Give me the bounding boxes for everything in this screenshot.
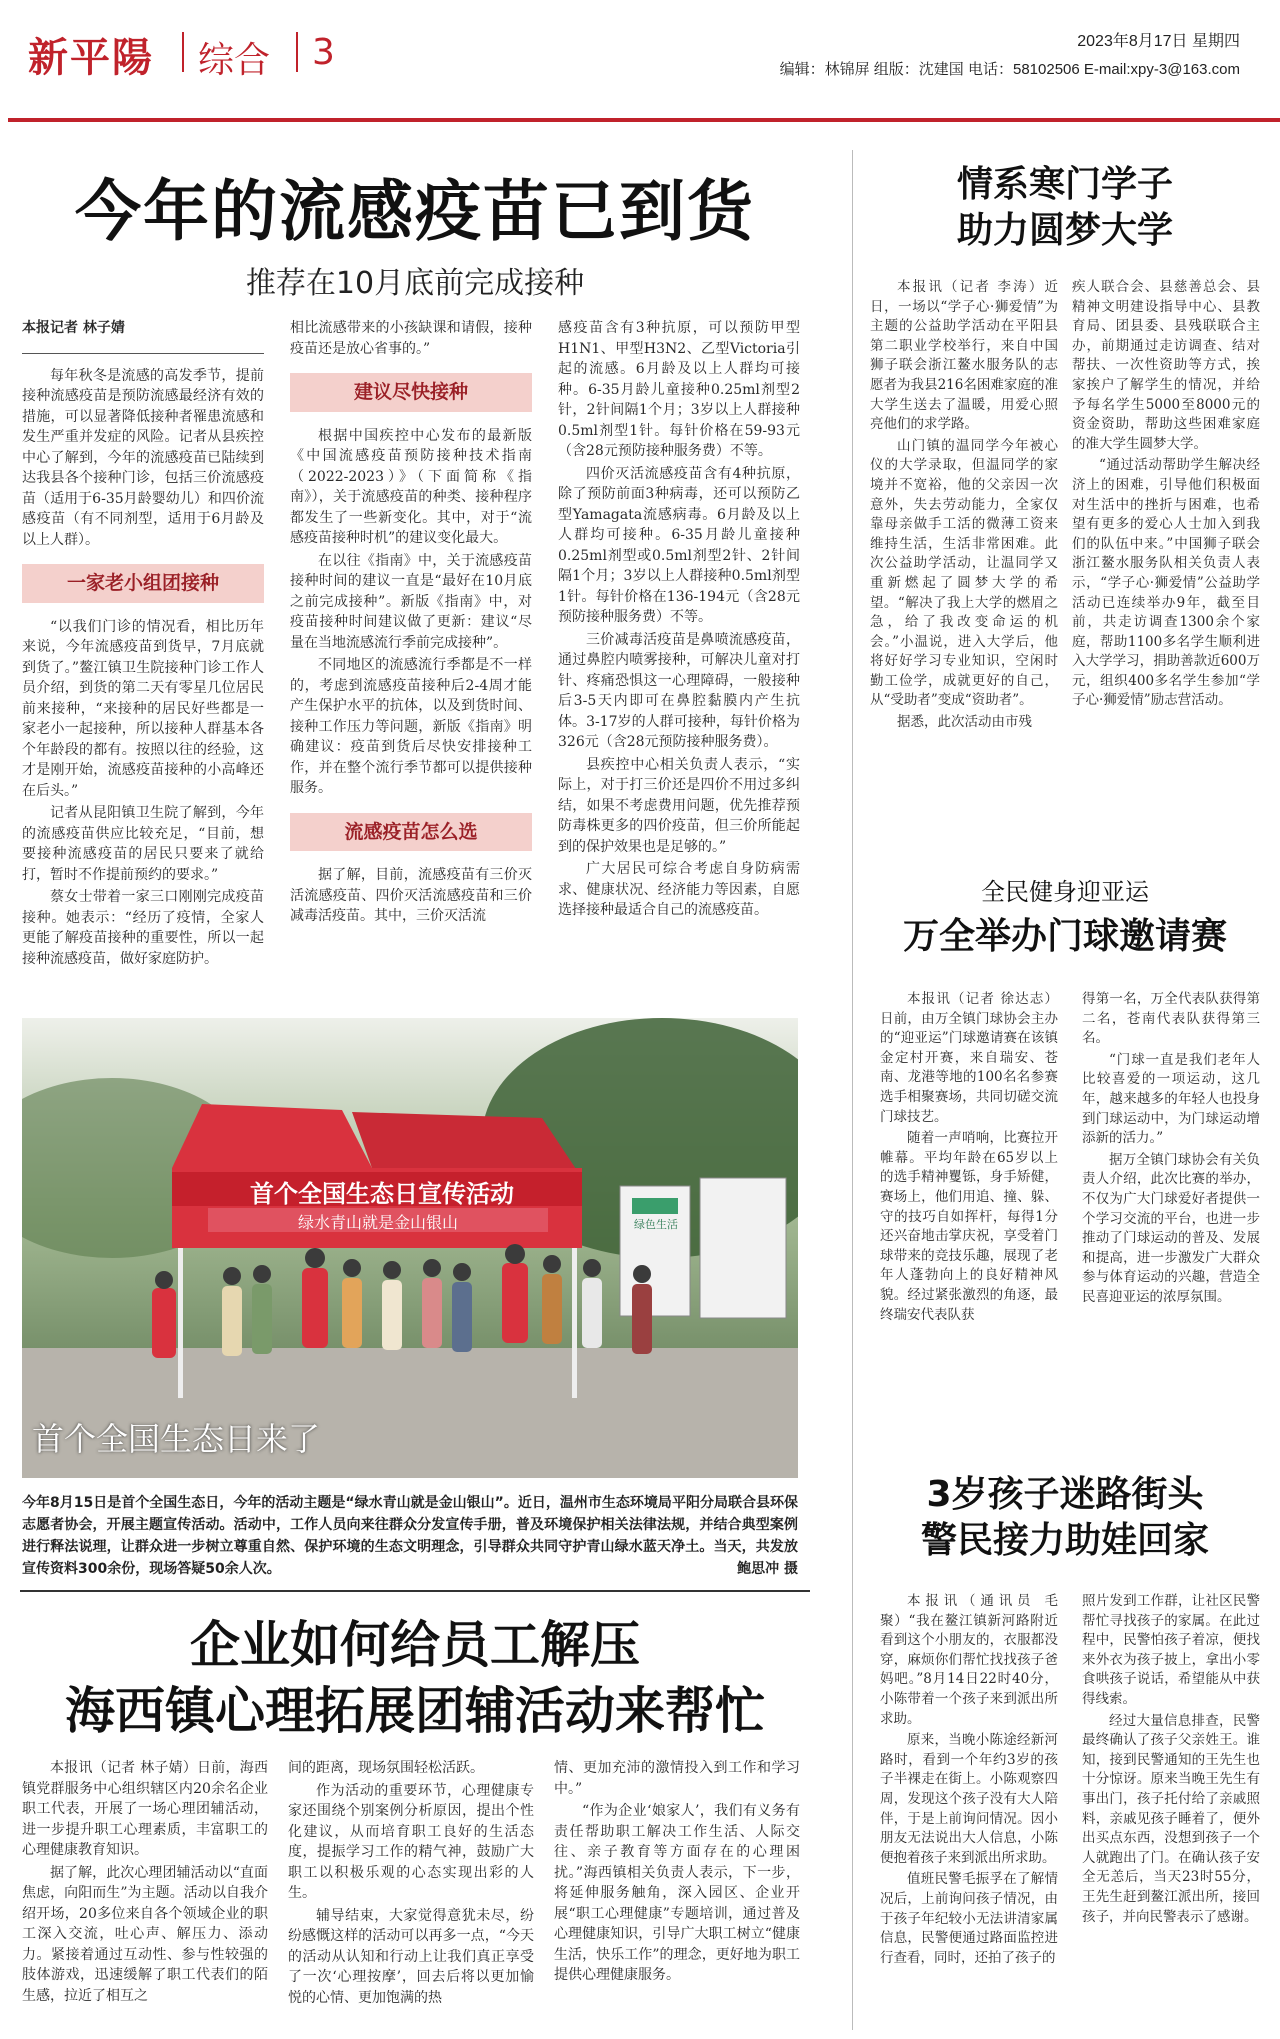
paragraph: 山门镇的温同学今年被心仪的大学录取，但温同学的家境并不宽裕，他的父亲因一次意外，失去劳动能力，全家仅靠母亲做手工活的微薄工资来维持生活，生活非常困难。此次公益助学活动，让温同学又重新燃起了圆梦大学的希望。“解决了我上大学的燃眉之急，给了我改变命运的机会。”小温说，进入大学后，他将好好学习专业知识，空闲时勤工俭学，成就更好的自己，从“受助者”变成“资助者”。 (870, 437, 1058, 709)
right-article-2-headline (870, 876, 1260, 960)
paragraph: 本报讯（记者 李涛）近日，一场以“学子心·狮爱情”为主题的公益助学活动在平阳县第二职业学校举行，来自中国狮子联会浙江鳌水服务队的志愿者为我县216名困难家庭的准大学生送去了温暖，用爱心照亮他们的求学路。 (870, 279, 1058, 433)
paragraph: 照片发到工作群，让社区民警帮忙寻找孩子的家属。在此过程中，民警怕孩子着凉，便找来外衣为孩子披上，拿出小零食哄孩子说话，希望能从中获得线索。 (1082, 1593, 1260, 1707)
news-photo (22, 1018, 798, 1478)
paragraph: 本报讯（通讯员 毛聚）“我在鳌江镇新河路附近看到这个小朋友的，衣服都没穿，麻烦你们帮忙找找孩子爸妈吧。”8月14日22时40分，小陈带着一个孩子来到派出所求助。 (880, 1593, 1058, 1727)
lead-section-heading: 一家老小组团接种 (22, 564, 264, 603)
lead-section-heading: 流感疫苗怎么选 (290, 813, 532, 852)
headline-line: 海西镇心理拓展团辅活动来帮忙 (65, 1682, 765, 1740)
byline-rule (22, 353, 264, 354)
headline-line: 情系寒门学子 (956, 164, 1173, 205)
paragraph: 本报讯（记者 徐达志）日前，由万全镇门球协会主办的“迎亚运”门球邀请赛在该镇金定村开赛，来自瑞安、苍南、龙港等地的100名名参赛选手相聚赛场，共同切磋交流门球技艺。 (880, 991, 1058, 1125)
right-article-3-col-2 (1082, 1592, 1260, 1929)
section-name: 综合 (198, 40, 271, 81)
paragraph: “门球一直是我们老年人比较喜爱的一项运动，这几年，越来越多的年轻人也投身到门球运动中，为门球运动增添新的活力。” (1082, 1051, 1260, 1147)
paragraph: “作为企业‘娘家人’，我们有义务有责任帮助职工解决工作生活、人际交往、亲子教育等方面存在的心理困扰。”海西镇相关负责人表示，下一步，将延伸服务触角，深入园区、企业开展“职工心理健康”专题培训，通过普及心理健康知识，引导广大职工树立“健康生活，快乐工作”的理念，更好地为职工提供心理健康服务。 (554, 1803, 800, 1983)
paragraph: 不同地区的流感流行季都是不一样的，考虑到流感疫苗接种后2-4周才能产生保护水平的抗体，以及到货时间、接种工作压力等问题，新版《指南》明确建议：疫苗到货后尽快安排接种工作，并在整个流行季节都可以提供接种服务。 (290, 657, 532, 796)
right-article-3-col-1 (880, 1592, 1058, 1970)
caption-text: 今年8月15日是首个全国生态日，今年的活动主题是“绿水青山就是金山银山”。近日，温州市生态环境局平阳分局联合县环保志愿者协会，开展主题宣传活动。活动中，工作人员向来往群众分发宣传手册，普及环境保护相关法律法规，并结合典型案例进行释法说理，让群众进一步树立尊重自然、保护环境的生态文明理念，引导群众共同守护青山绿水蓝天净土。当天，共发放宣传资料300余份，现场答疑50余人次。 (22, 1495, 798, 1577)
board-text: 绿色生活 (634, 1218, 678, 1231)
paragraph: “通过活动帮助学生解决经济上的困难，引导他们积极面对生活中的挫折与困难，也希望有更多的爱心人士加入到我们的队伍中来。”中国狮子联会浙江鳌水服务队相关负责人表示，“学子心·狮爱情”公益助学活动已连续举办9年，截至目前，共走访调查1300余个家庭，帮助1100多名学生顺利进入大学学习，捐助善款近600万元，组织400多名学生参加“学子心·狮爱情”励志营活动。 (1072, 457, 1260, 709)
headline-line: 万全举办门球邀请赛 (902, 916, 1227, 957)
right-article-3-headline (870, 1472, 1260, 1564)
headline-line: 警民接力助娃回家 (920, 1520, 1209, 1561)
column-divider (852, 150, 853, 2030)
paragraph: 本报讯（记者 林子婧）日前，海西镇党群服务中心组织辖区内20余名企业职工代表，开展了一场心理团辅活动，进一步提升职工心理素质，丰富职工的心理健康教育知识。 (22, 1760, 268, 1858)
masthead (20, 18, 1260, 88)
issue-date: 2023年8月17日 星期四 (1077, 33, 1240, 50)
photo-caption (22, 1492, 798, 1580)
paragraph: 在以往《指南》中，关于流感疫苗接种时间的建议一直是“最好在10月底之前完成接种”。新版《指南》中，对疫苗接种时间建议做了更新：建议“尽量在当地流感流行季前完成接种”。 (290, 552, 532, 651)
paragraph: 四价灭活流感疫苗含有4种抗原，除了预防前面3种病毒，还可以预防乙型Yamagata流感病毒。6月龄及以上人群均可接种。6-35月龄儿童接种0.25ml剂型或0.5ml剂型2针、2针间隔1个月；3岁以上人群接种0.5ml剂型1针。每针价格在136-194元（含28元预防接种服务费）不等。 (558, 465, 800, 625)
right-article-1-col-1 (870, 278, 1058, 735)
bottom-headline (20, 1612, 810, 1744)
banner-title: 首个全国生态日宣传活动 (250, 1180, 514, 1208)
paragraph: 情、更加充沛的激情投入到工作和学习中。” (554, 1760, 800, 1797)
paragraph: 蔡女士带着一家三口刚刚完成疫苗接种。她表示：“经历了疫情，全家人更能了解疫苗接种的重要性，所以一起接种流感疫苗，做好家庭防护。 (22, 889, 264, 967)
section-rule (20, 1590, 810, 1592)
masthead-divider (296, 32, 298, 72)
photo-overlay-title: 首个全国生态日来了 (32, 1420, 321, 1458)
paragraph: 相比流感带来的小孩缺课和请假，接种疫苗还是放心省事的。” (290, 320, 532, 357)
paragraph: 根据中国疾控中心发布的最新版《中国流感疫苗预防接种技术指南（2022-2023）》（下面简称《指南》），关于流感疫苗的种类、接种程序都发生了一些新变化。其中，对于“流感疫苗接种时机”的建议变化最大。 (290, 427, 532, 546)
headline-line: 3岁孩子迷路街头 (926, 1474, 1204, 1515)
paragraph: 经过大量信息排查，民警最终确认了孩子父亲姓王。谁知，接到民警通知的王先生也十分惊讶。原来当晚王先生有事出门，孩子托付给了亲戚照料，亲戚见孩子睡着了，便外出买点东西，没想到孩子一个人就跑出了门。在确认孩子安全无恙后，当天23时55分，王先生赶到鳌江派出所，接回孩子，并向民警表示了感谢。 (1082, 1712, 1260, 1925)
paragraph: 据万全镇门球协会有关负责人介绍，此次比赛的举办，不仅为广大门球爱好者提供一个学习交流的平台，也进一步推动了门球运动的普及、发展和提高，进一步激发广大群众参与体育运动的兴趣，营造全民喜迎亚运的浓厚氛围。 (1082, 1151, 1260, 1305)
paragraph: 疾人联合会、县慈善总会、县精神文明建设指导中心、县教育局、团县委、县残联联合主办，前期通过走访调查、结对帮扶、一次性资助等方式，挨家挨户了解学生的情况，并给予每名学生5000至8000元的资金资助，帮助这些困难家庭的准大学生圆梦大学。 (1072, 279, 1260, 452)
masthead-rule (8, 118, 1280, 122)
bottom-column-2 (288, 1758, 534, 2033)
right-article-2-col-1 (880, 990, 1058, 1327)
photo-credit: 鲍思冲 摄 (737, 1561, 798, 1577)
paragraph: 每年秋冬是流感的高发季节，提前接种流感疫苗是预防流感最经济有效的措施，可以显著降低接种者罹患流感和发生严重并发症的风险。记者从县疾控中心了解到，今年的流感疫苗已陆续到达我县各个接种门诊，包括三价流感疫苗（适用于6-35月龄婴幼儿）和四价流感疫苗（有不同剂型，适用于6月龄及以上人群）。 (22, 367, 264, 548)
headline-line: 助力圆梦大学 (956, 210, 1173, 251)
paragraph: 原来，当晚小陈途经新河路时，看到一个年约3岁的孩子半裸走在街上。小陈观察四周，发现这个孩子没有大人陪伴，于是上前询问情况。因小朋友无法说出大人信息，小陈便抱着孩子来到派出所求助。 (880, 1732, 1058, 1866)
paragraph: “以我们门诊的情况看，相比历年来说，今年流感疫苗到货早，7月底就到货了。”鳌江镇卫生院接种门诊工作人员介绍，到货的第二天有零星几位居民前来接种，“来接种的居民好些都是一家老小一起接种，所以接种人群基本各个年龄段的都有。按照以往的经验，这才是刚开始，流感疫苗接种的小高峰还在后头。” (22, 618, 264, 799)
paragraph: 得第一名，万全代表队获得第二名，苍南代表队获得第三名。 (1082, 991, 1260, 1047)
banner-slogan: 绿水青山就是金山银山 (297, 1213, 458, 1232)
right-article-1-col-2 (1072, 278, 1260, 713)
bottom-column-3 (554, 1758, 800, 2033)
paragraph: 随着一声哨响，比赛拉开帷幕。平均年龄在65岁以上的选手精神矍铄，身手矫健，赛场上，他们用追、撞、躲、守的技巧自如挥杆，每得1分还兴奋地击掌庆祝，享受着门球带来的竞技乐趣，展现了老年人蓬勃向上的良好精神风貌。经过紧张激烈的角逐，最终瑞安代表队获 (880, 1130, 1058, 1323)
page-number: 3 (312, 32, 335, 73)
paper-logo: 新平陽 (28, 34, 154, 81)
lead-section-heading: 建议尽快接种 (290, 373, 532, 412)
bottom-column-1 (22, 1758, 268, 2033)
editor-credits: 编辑：林锦屏 组版：沈建国 电话：58102506 E-mail:xpy-3@163.com (779, 61, 1240, 78)
headline-kicker: 全民健身迎亚运 (981, 878, 1149, 906)
masthead-divider (182, 32, 184, 72)
paragraph: 据了解，目前，流感疫苗有三价灭活流感疫苗、四价灭活流感疫苗和三价减毒活疫苗。其中，三价灭活流 (290, 867, 532, 924)
paragraph: 广大居民可综合考虑自身防病需求、健康状况、经济能力等因素，自愿选择接种最适合自己的流感疫苗。 (558, 861, 800, 918)
paragraph: 据悉，此次活动由市残 (897, 714, 1032, 731)
paragraph: 间的距离，现场氛围轻松活跃。 (288, 1760, 484, 1776)
lead-subheadline: 推荐在10月底前完成接种 (245, 266, 585, 301)
right-article-2-col-2 (1082, 990, 1260, 1310)
paragraph: 感疫苗含有3种抗原，可以预防甲型H1N1、甲型H3N2、乙型Victoria引起的流感。6月龄及以上人群均可接种。6-35月龄儿童接种0.25ml剂型2针，2针间隔1个月；3岁以上人群接种0.5ml剂型1针。每针价格在59-93元（含28元预防接种服务费）不等。 (558, 320, 800, 459)
lead-column-3 (558, 318, 800, 923)
headline-line: 企业如何给员工解压 (190, 1616, 640, 1674)
paragraph: 三价减毒活疫苗是鼻喷流感疫苗，通过鼻腔内喷雾接种，可解决儿童对打针、疼痛恐惧这一心理障碍，一般接种后3-5天内即可在鼻腔黏膜内产生抗体。3-17岁的人群可接种，每针价格为326元（含28元预防接种服务费）。 (558, 631, 800, 750)
lead-column-1 (22, 318, 264, 971)
paragraph: 据了解，此次心理团辅活动以“直面焦虑，向阳而生”为主题。活动以自我介绍开场，20多位来自各个领域企业的职工深入交流，吐心声、解压力、添动力。紧接着通过互动性、参与性较强的肢体游戏，迅速缓解了职工代表们的陌生感，拉近了相互之 (22, 1864, 268, 2004)
paragraph: 辅导结束，大家觉得意犹未尽，纷纷感慨这样的活动可以再多一点，“今天的活动从认知和行动上让我们真正享受了一次‘心理按摩’，回去后将以更加愉悦的心情、更加饱满的热 (288, 1907, 534, 2006)
lead-column-2 (290, 318, 532, 929)
paragraph: 记者从昆阳镇卫生院了解到，今年的流感疫苗供应比较充足，“目前，想要接种流感疫苗的居民只要来了就给打，暂时不作提前预约的要求。” (22, 805, 264, 883)
paragraph: 值班民警毛振孚在了解情况后，上前询问孩子情况，由于孩子年纪较小无法讲清家属信息，民警便通过路面监控进行查看，同时，还拍了孩子的 (880, 1871, 1058, 1966)
right-article-1-headline (870, 162, 1260, 254)
lead-byline: 本报记者 林子婧 (22, 320, 125, 336)
paragraph: 县疾控中心相关负责人表示，“实际上，对于打三价还是四价不用过多纠结，如果不考虑费用问题，优先推荐预防毒株更多的四价疫苗，但三价所能起到的保护效果也是足够的。” (558, 756, 800, 855)
lead-headline: 今年的流感疫苗已到货 (75, 173, 755, 250)
paragraph: 作为活动的重要环节，心理健康专家还围绕个别案例分析原因，提出个性化建议，从而培育职工良好的生活态度，提振学习工作的精气神，鼓励广大职工以积极乐观的心态实现出彩的人生。 (288, 1782, 534, 1901)
photo-illustration (22, 1018, 798, 1478)
